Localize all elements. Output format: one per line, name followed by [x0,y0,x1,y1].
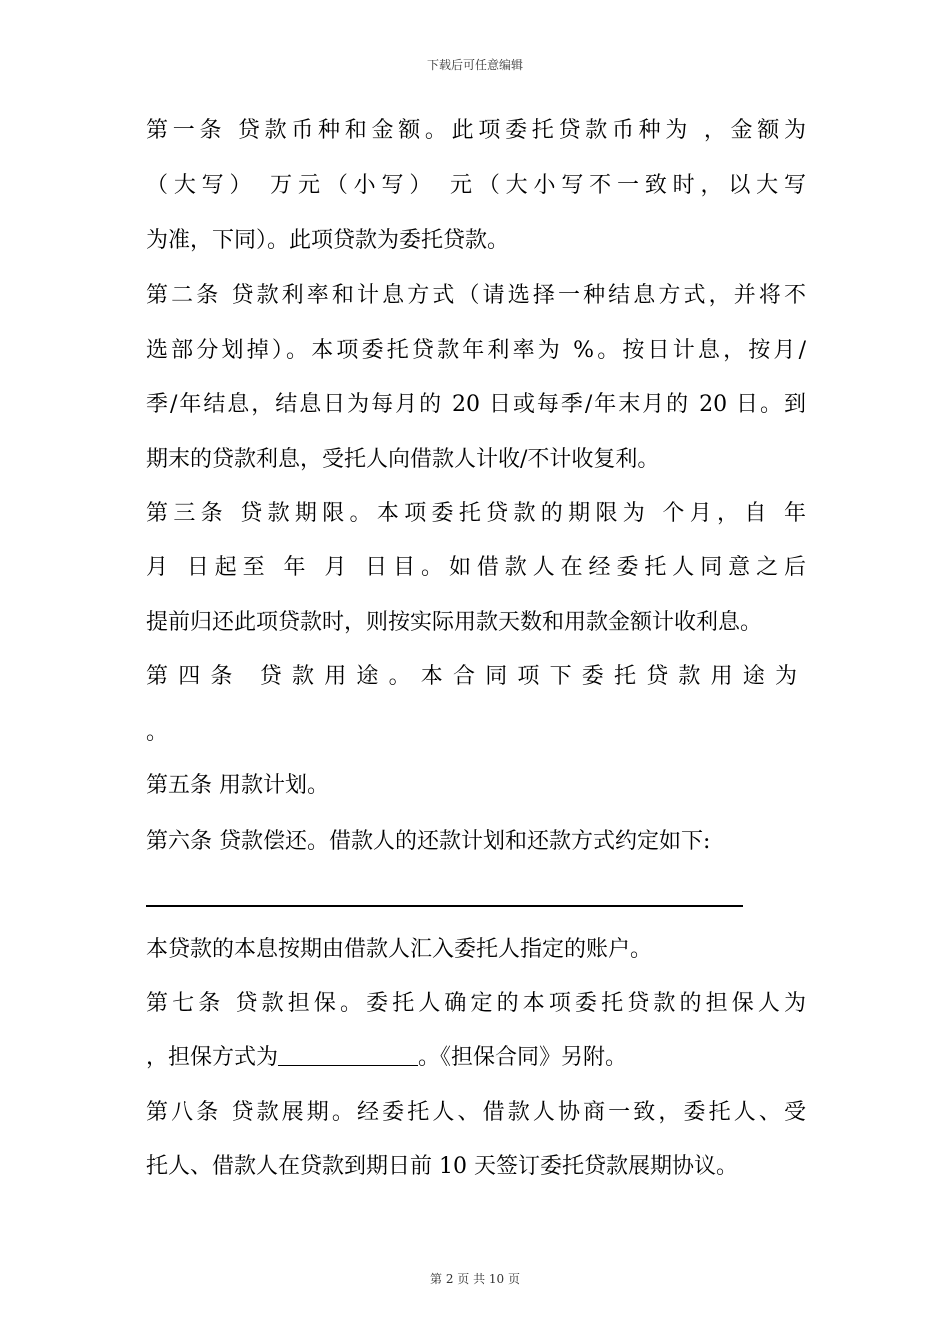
article-1-line-2: （大写） 万元（小写） 元（大小写不一致时，以大写 [146,173,806,198]
article-5: 第五条 用款计划。 [146,773,329,798]
article-8-line-2: 托人、借款人在贷款到期日前 10 天签订委托贷款展期协议。 [146,1154,738,1179]
article-6-line-2: 本贷款的本息按期由借款人汇入委托人指定的账户。 [146,937,653,962]
article-3-line-2: 月 日起至 年 月 日目。如借款人在经委托人同意之后 [146,555,806,580]
article-2-line-3: 季/年结息，结息日为每月的 20 日或每季/年末月的 20 日。到 [146,392,806,417]
article-6-line-1: 第六条 贷款偿还。借款人的还款计划和还款方式约定如下: [146,829,711,854]
article-2-line-1: 第二条 贷款利率和计息方式（请选择一种结息方式，并将不 [146,283,806,308]
article-2-line-4: 期末的贷款利息，受托人向借款人计收/不计收复利。 [146,447,660,472]
guarantee-method-label: ，担保方式为 [146,1045,279,1070]
article-7-line-1: 第七条 贷款担保。委托人确定的本项委托贷款的担保人为 [146,991,806,1016]
article-8-line-1: 第八条 贷款展期。经委托人、借款人协商一致，委托人、受 [146,1100,806,1125]
page-header: 下载后可任意编辑 [426,58,523,72]
article-3-line-1: 第三条 贷款期限。本项委托贷款的期限为 个月，自 年 [146,501,806,526]
article-2-line-2: 选部分划掉）。本项委托贷款年利率为 %。按日计息，按月/ [146,338,806,363]
article-1-line-3: 为准，下同）。此项贷款为委托贷款。 [146,228,510,253]
article-7-line-2 [146,1043,806,1073]
article-1-line-1: 第一条 贷款币种和金额。此项委托贷款币种为 ，金额为 [146,118,806,143]
guarantee-contract-note: 。《担保合同》另附。 [418,1045,628,1070]
article-3-line-3: 提前归还此项贷款时，则按实际用款天数和用款金额计收利息。 [146,610,763,635]
page-footer: 第 2 页 共 10 页 [430,1272,520,1286]
article-4-line-1: 第四条 贷款用途。本合同项下委托贷款用途为 [146,664,806,689]
repayment-blank-rule [146,905,743,907]
article-4-line-2: 。 [146,720,169,745]
guarantee-method-blank [278,1043,418,1066]
